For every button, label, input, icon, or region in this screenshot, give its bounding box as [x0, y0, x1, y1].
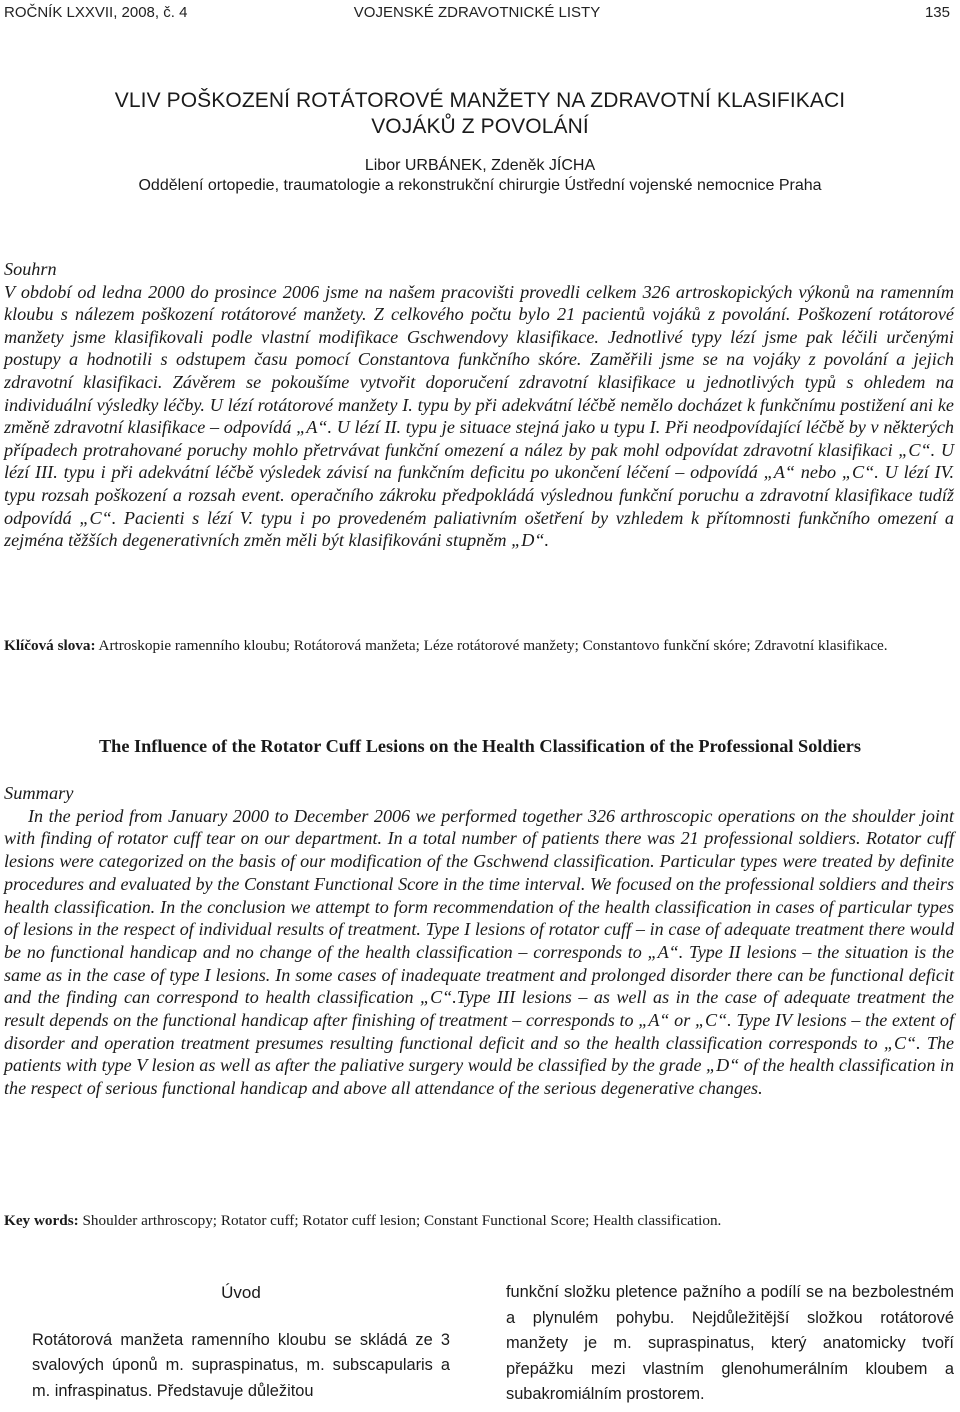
keywords-english — [4, 1210, 954, 1231]
abstract-czech — [4, 258, 954, 552]
journal-name: VOJENSKÉ ZDRAVOTNICKÉ LISTY — [353, 4, 601, 21]
intro-column-left — [32, 1280, 450, 1404]
intro-right-text: funkční složku pletence pažního a podílí se na bezbolestném a plynulém pohybu. Nejdůležitější složkou rotátorové manžety je m. supraspinatus, který anatomicky tvoří přepážku mezi vlastním glenohumerálním kloubem a subakromiálním prostorem. — [506, 1283, 954, 1404]
keywords-czech-label: Klíčová slova: — [4, 637, 96, 654]
summary-heading: Summary — [4, 783, 74, 803]
journal-volume: ROČNÍK LXXVII, 2008, č. 4 — [4, 4, 188, 21]
authors: Libor URBÁNEK, Zdeněk JÍCHA — [364, 157, 596, 174]
affiliation: Oddělení ortopedie, traumatologie a rekonstrukční chirurgie Ústřední vojenské nemocnice Praha — [138, 177, 822, 194]
souhrn-text: V období od ledna 2000 do prosince 2006 jsme na našem pracovišti provedli celkem 326 artroskopických výkonů na ramenním kloubu s nálezem poškození rotátorové manžety. Z celkového počtu bylo 21 pacientů vojáků z povolání. Poškození rotátorové manžety jsme klasifikovali podle vlastní modifikace Gschwendovy klasifikace. Jednotlivé typy lézí jsme pak léčili určenými postupy a hodnotili s odstupem času pomocí Constantova funkčního skóre. Zaměřili jsme se na vojáky z povolání a jejich zdravotní klasifikaci. Závěrem se pokoušíme vytvořit doporučení zdravotní klasifikace u jednotlivých typů s ohledem na individuální výsledky léčby. U lézí rotátorové manžety I. typu by při adekvátní léčbě nemělo docházet k funkčnímu postižení ani ke změně zdravotní klasifikace – odpovídá „A“. U lézí II. typu je situace stejná jako u typu I. Při neodpovídající léčbě by v některých případech protrahované poruchy mohlo přetrvávat funkční omezení a nález by pak mohl odpovídat zdravotní klasifikaci „C“. U lézí III. typu i při adekvátní léčbě výsledek závisí na funkčním deficitu po ukončení léčení – odpovídá „A“ nebo „C“. U lézí IV. typu rozsah poškození a rozsah event. operačního zákroku předpokládá výslednou funkční poruchu a zdravotní klasifikace tudíž odpovídá „C“. Pacienti s lézí V. typu i po provedeném paliativním ošetření by vzhledem k přítomnosti funkčního omezení a zejména těžších degenerativních změn měli být klasifikováni stupněm „D“. — [4, 281, 954, 551]
souhrn-heading: Souhrn — [4, 259, 57, 279]
keywords-english-label: Key words: — [4, 1212, 79, 1229]
intro-left-text: Rotátorová manžeta ramenního kloubu se skládá ze 3 svalových úponů m. supraspinatus, m. subscapularis a m. infraspinatus. Představuje důležitou — [32, 1330, 450, 1400]
running-header — [4, 4, 950, 26]
article-title-line-2: VOJÁKŮ Z POVOLÁNÍ — [371, 115, 589, 138]
keywords-czech — [4, 635, 954, 656]
page-number: 135 — [924, 4, 950, 21]
summary-text: In the period from January 2000 to December 2006 we performed together 326 arthroscopic operations on the shoulder joint with finding of rotator cuff tear on our department. In a total number of patients there was 21 professional soldiers. Rotator cuff lesions were categorized on the basis of our modification of the Gschwend classification. Particular types were treated by definite procedures and evaluated by the Constant Functional Score in the time interval. We focused on the professional soldiers and theirs health classification. In the conclusion we attempt to form recommendation of the health classification in cases of particular types of lesions in the respect of individual results of treatment. Type I lesions of rotator cuff – in case of adequate treatment there would be no functional handicap and no change of the health classification – corresponds to „A“. Type II lesions – the situation is the same as in the case of type I lesions. In some cases of inadequate treatment and prolonged disorder there can be functional deficit and the finding can correspond to health classification „C“.Type III lesions – as well as in the case of adequate treatment the result depends on the functional handicap after finishing of treatment – corresponds to „A“ or „C“. Type IV lesions – the extent of disorder and operation treatment presumes resulting functional deficit and so the health classification corresponds to „C“. The patients with type V lesion as well as after the paliative surgery would be classified by the grade „D“ of the health classification in the respect of serious functional handicap and above all attendance of the serious degenerative changes. — [4, 805, 954, 1099]
intro-column-right — [506, 1280, 954, 1408]
article-title-line-1: VLIV POŠKOZENÍ ROTÁTOROVÉ MANŽETY NA ZDRAVOTNÍ KLASIFIKACI — [114, 89, 846, 112]
keywords-english-text: Shoulder arthroscopy; Rotator cuff; Rotator cuff lesion; Constant Functional Score; Health classification. — [78, 1212, 722, 1229]
intro-heading: Úvod — [221, 1283, 261, 1302]
english-title: The Influence of the Rotator Cuff Lesions on the Health Classification of the Professional Soldiers — [98, 736, 862, 756]
keywords-czech-text: Artroskopie ramenního kloubu; Rotátorová manžeta; Léze rotátorové manžety; Constantovo funkční skóre; Zdravotní klasifikace. — [95, 637, 888, 654]
abstract-english — [4, 782, 954, 1100]
title-block — [0, 88, 960, 196]
